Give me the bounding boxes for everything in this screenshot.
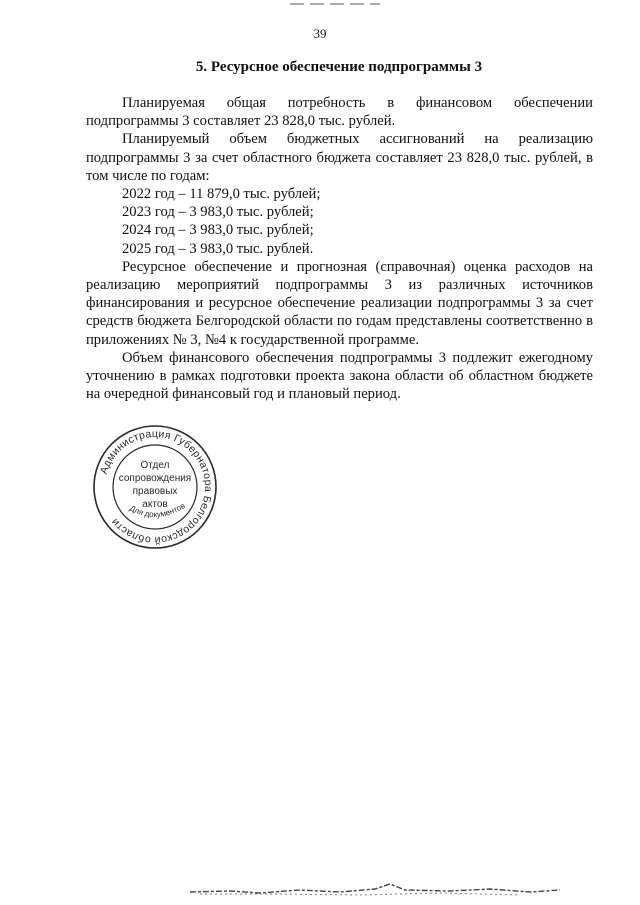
paragraph-annual-update: Объем финансового обеспечения подпрограммы 3 подлежит ежегодному уточнению в рамках подготовки проекта закона области об областном бюджете на очередной финансовый год и плановый период. xyxy=(86,349,593,403)
page-number: 39 xyxy=(313,26,327,41)
stamp-line-2: сопровождения xyxy=(118,473,192,484)
stamp-seal xyxy=(90,422,220,552)
stamp-outer-text: Администрация Губернатора Белгородской области xyxy=(97,427,215,547)
stamp-line-1: Отдел xyxy=(140,460,170,471)
paragraph-total-need: Планируемая общая потребность в финансовом обеспечении подпрограммы 3 составляет 23 828,0 тыс. рублей. xyxy=(86,95,593,130)
section-body xyxy=(86,94,593,403)
top-scan-mark xyxy=(290,2,380,8)
paragraph-resource-estimate: Ресурсное обеспечение и прогнозная (справочная) оценка расходов на реализацию мероприятий подпрограммы 3 из различных источников финансирования и ресурсное обеспечение реализации подпрограммы 3 за счет средств бюджета Белгородской области по годам представлены соответственно в приложениях № 3, №4 к государственной программе. xyxy=(86,258,593,348)
year-item-2022: 2022 год – 11 879,0 тыс. рублей; xyxy=(122,186,321,203)
stamp-bottom-text: Для документов xyxy=(128,501,187,520)
section-title: 5. Ресурсное обеспечение подпрограммы 3 xyxy=(195,59,483,75)
stamp-line-4: актов xyxy=(142,499,168,510)
stamp-line-3: правовых xyxy=(132,486,178,497)
year-item-2025: 2025 год – 3 983,0 тыс. рублей. xyxy=(122,240,314,257)
year-item-2024: 2024 год – 3 983,0 тыс. рублей; xyxy=(122,222,314,239)
year-item-2023: 2023 год – 3 983,0 тыс. рублей; xyxy=(122,204,314,221)
paragraph-budget-allocation: Планируемый объем бюджетных ассигнований на реализацию подпрограммы 3 за счет областного бюджета составляет 23 828,0 тыс. рублей, в том числе по годам: xyxy=(86,131,593,184)
bottom-scan-smudge xyxy=(190,880,560,898)
official-stamp xyxy=(90,422,220,552)
